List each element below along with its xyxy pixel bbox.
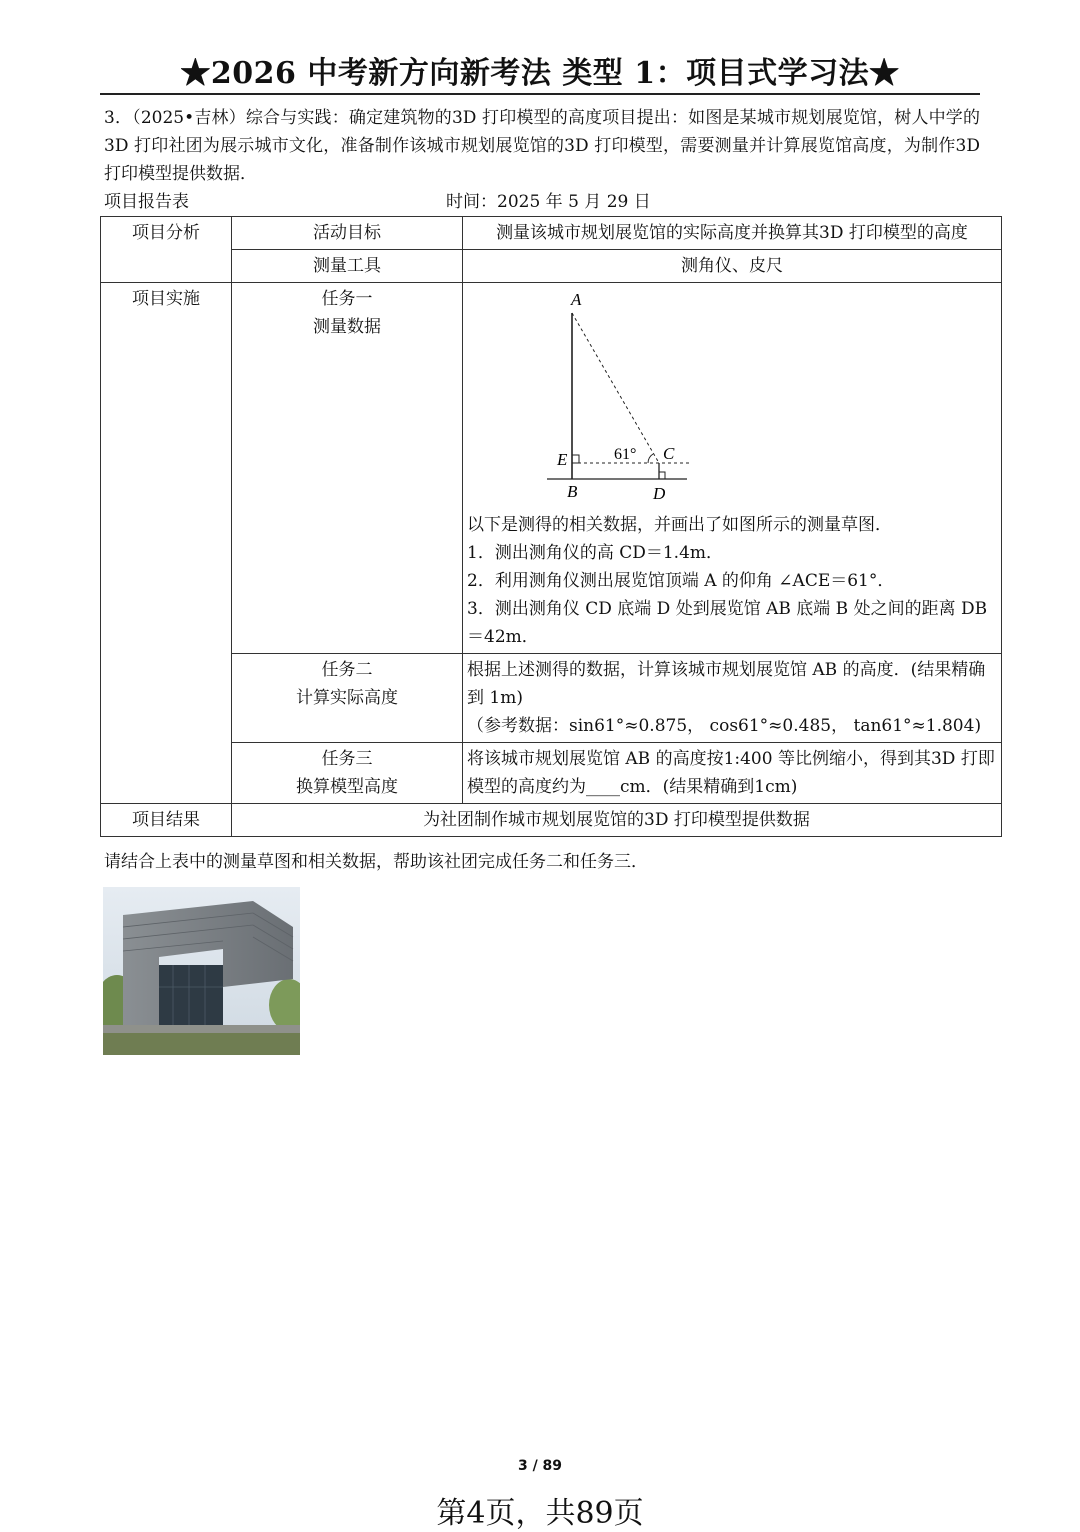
cell-task3-content: 将该城市规划展览馆 AB 的高度按1:400 等比例缩小，得到其3D 打即模型的高度约为____cm．(结果精确到1cm) [463, 743, 1002, 804]
cell-task1-label [232, 283, 463, 654]
page-number: 3 / 89 [517, 1458, 563, 1474]
report-table [100, 216, 1002, 837]
cell-tool-label: 测量工具 [232, 250, 463, 283]
label-e: E [557, 450, 568, 469]
task1-intro: 以下是测得的相关数据，并画出了如图所示的测量草图． [467, 515, 892, 535]
cell-result-label: 项目结果 [101, 804, 232, 837]
cell-implement: 项目实施 [101, 283, 232, 804]
label-a: A [571, 290, 582, 309]
row-result [101, 804, 1002, 837]
angle-arc [648, 454, 653, 463]
cell-task3-label [232, 743, 463, 804]
task2-subtitle: 计算实际高度 [296, 688, 398, 708]
task3-title: 任务三 [321, 749, 373, 769]
task3-subtitle: 换算模型高度 [296, 777, 398, 797]
cell-analysis: 项目分析 [101, 217, 232, 283]
cell-result-value: 为社团制作城市规划展览馆的3D 打印模型提供数据 [232, 804, 1002, 837]
cell-task2-content [463, 654, 1002, 743]
report-line [104, 189, 980, 215]
label-b: B [567, 482, 578, 501]
task2-title: 任务二 [321, 660, 373, 680]
task2-reference: （参考数据：sin61°≈0.875， cos61°≈0.485， tan61°≈1.804) [467, 716, 982, 736]
photo-svg [103, 887, 300, 1055]
label-d: D [653, 484, 666, 503]
task1-subtitle: 测量数据 [313, 317, 381, 337]
task1-title: 任务一 [321, 289, 373, 309]
task2-text: 根据上述测得的数据，计算该城市规划展览馆 AB 的高度．(结果精确到 1m) [467, 660, 986, 708]
page-total: 第4页，共89页 [436, 1496, 644, 1531]
label-c: C [663, 444, 675, 463]
task1-item-3: 3．测出测角仪 CD 底端 D 处到展览馆 AB 底端 B 处之间的距离 DB＝42m． [467, 599, 988, 647]
measurement-diagram [467, 285, 997, 511]
row-goal [101, 217, 1002, 250]
row-task2 [101, 654, 1002, 743]
header-rule [100, 93, 980, 95]
segment-ac [572, 313, 659, 463]
cell-goal-label: 活动目标 [232, 217, 463, 250]
task1-item-1: 1．测出测角仪的高 CD＝1.4m． [467, 543, 724, 563]
cell-tool-value: 测角仪、皮尺 [463, 250, 1002, 283]
problem-statement: 3．（2025•吉林）综合与实践：确定建筑物的3D 打印模型的高度项目提出：如图是某城市规划展览馆，树人中学的3D 打印社团为展示城市文化，准备制作该城市规划展览馆的3D 打印模型，需要测量并计算展览馆高度，为制作3D 打印模型提供数据． [104, 108, 980, 184]
cell-goal-value: 测量该城市规划展览馆的实际高度并换算其3D 打印模型的高度 [463, 217, 1002, 250]
task1-item-2: 2．利用测角仪测出展览馆顶端 A 的仰角 ∠ACE＝61°． [467, 571, 895, 591]
right-angle-d [659, 472, 665, 479]
label-angle: 61° [614, 446, 637, 463]
row-tool [101, 250, 1002, 283]
cell-task2-label [232, 654, 463, 743]
report-label: 项目报告表 [104, 192, 189, 212]
page-title: ★2026 中考新方向新考法 类型 1：项目式学习法★ [180, 56, 900, 91]
report-time: 时间：2025 年 5 月 29 日 [446, 192, 651, 212]
row-task1 [101, 283, 1002, 654]
exhibition-hall-photo [103, 887, 300, 1055]
cell-task1-content [463, 283, 1002, 654]
instruction-text: 请结合上表中的测量草图和相关数据，帮助该社团完成任务二和任务三． [104, 852, 648, 872]
right-angle-e [572, 455, 579, 463]
row-task3 [101, 743, 1002, 804]
diagram-svg [547, 289, 747, 511]
